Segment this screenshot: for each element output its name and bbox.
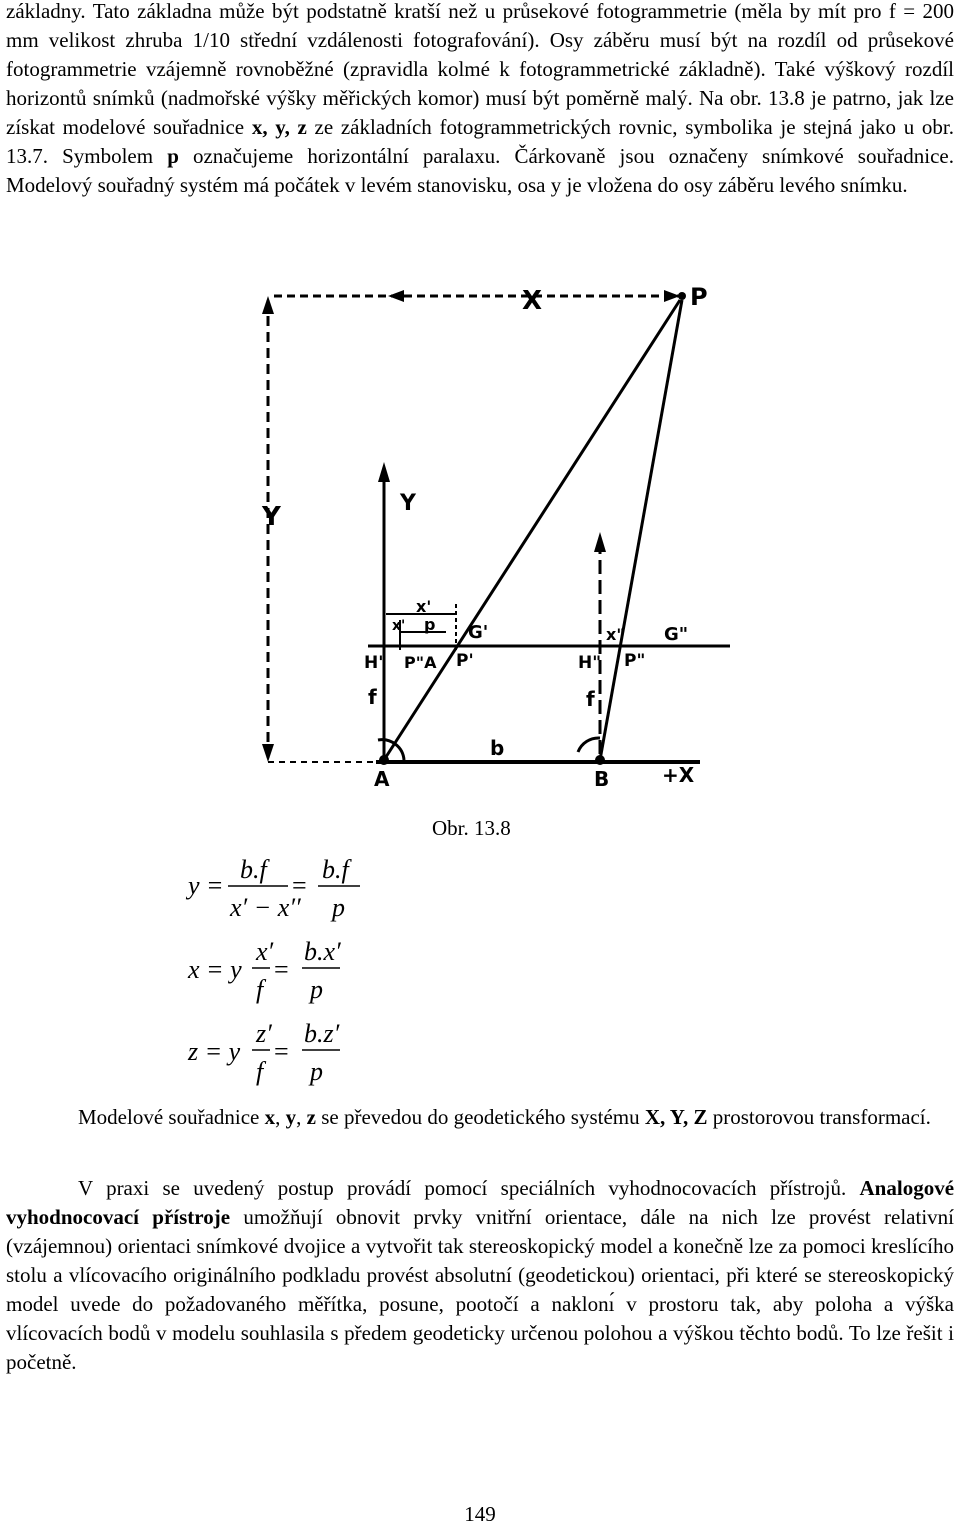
label-p2: P" [624, 651, 646, 671]
ray-left [384, 300, 680, 760]
p2-bold-xyz: X, Y, Z [644, 1105, 708, 1129]
label-y-big: Y [262, 502, 281, 532]
intro-text: základny. Tato základna může být podstatně kratší než u průsekové fotogrammetrie (měla by mít pro f = 200 mm velikost zhruba 1/10 střední vzdálenosti fotografování). Osy záběru musí být na rozdíl od průsekové fotogrammetrie vzájemně rovnoběžné (zpravidla kolmé k fotogrammetrické základně). Také výškový rozdíl horizontů snímků (nadmořské výšky měřických komor) musí být poměrně malý. Na obr. 13.8 je patrno, jak lze získat modelové souřadnice [6, 0, 954, 139]
label-xa: x' [392, 618, 406, 634]
p3-text-end: umožňují obnovit prvky vnitřní orientace, dále na nich lze provést relativní (vzájemnou) orientaci snímkové dvojice a vytvořit tak stereoskopický model a konečně lze za pomoci kreslícího stolu a vlícovacího originálního podkladu provést absolutní (geodetickou) orientaci, při které se stereoskopický model uvede do požadovaného měřítka, posune, pootočí a naklonı́ v prostoru tak, aby poloha a výška vlícovacích bodů v modelu souhlasila s předem geodeticky určenou polohou a výškou těchto bodů. To lze řešit i početně. [6, 1205, 954, 1374]
formula-z-num1: z′ [256, 1019, 272, 1048]
label-h1: H' [364, 653, 384, 673]
formula-y-num2: b.f [322, 855, 349, 884]
arrowhead-up-icon [262, 296, 274, 314]
formula-x-den1: f [256, 975, 264, 1004]
formulas [170, 850, 390, 1090]
analog-instruments-paragraph [6, 1174, 954, 1377]
intro-text-3: označujeme horizontální paralaxu. Čárkovaně jsou označeny snímkové souřadnice. Modelový souřadný systém má počátek v levém stanovisku, osa y je vložena do osy záběru levého snímku. [6, 144, 954, 197]
right-right-angle-icon [578, 738, 600, 752]
formula-x-eq: = [274, 955, 289, 984]
label-h2: H" [578, 653, 602, 673]
label-plus-x: +X [662, 763, 695, 787]
formula-y-eq: = [292, 871, 307, 900]
formula-z-num2: b.z′ [304, 1019, 340, 1048]
model-coordinates-paragraph: Modelové souřadnice x, y, z se převedou do geodetického systému X, Y, Z prostorovou transformací. [78, 1105, 931, 1129]
formula-z-lhs: z = y [188, 1037, 241, 1066]
formula-y-den1: x′ − x′′ [230, 893, 301, 922]
intro-text-2: ze základních fotogrammetrických rovnic, symbolika je stejná jako u obr. 13.7. Symbolem [6, 115, 954, 168]
formula-y-lhs: y = [188, 871, 224, 900]
right-axis-arrow-icon [594, 532, 606, 552]
label-f1: f [368, 685, 377, 709]
p2-text: Modelové souřadnice [78, 1105, 260, 1129]
p2-bold-x: x [264, 1105, 276, 1129]
arrowhead-left-icon [388, 290, 404, 302]
station-b-marker [595, 755, 605, 765]
label-y-small: Y [400, 491, 416, 516]
ray-right [600, 300, 682, 760]
intro-bold-xyz: x, y, z [251, 115, 307, 139]
label-a: A [374, 767, 390, 791]
point-p-marker [678, 292, 686, 300]
label-p1: P' [456, 651, 474, 671]
formula-x-lhs: x = y [188, 955, 242, 984]
label-g1: G' [468, 622, 489, 643]
label-x-prime: x' [416, 597, 432, 616]
label-b: b [490, 736, 505, 760]
p2-bold-z: z [306, 1105, 316, 1129]
label-g2: G" [664, 624, 689, 645]
arrowhead-down-icon [262, 744, 274, 762]
p3-text: V praxi se uvedený postup provádí pomocí speciálních vyhodnocovacích přístrojů. [78, 1176, 847, 1200]
y-axis-arrow-icon [378, 462, 390, 482]
intro-bold-p: p [167, 144, 179, 168]
formula-z-den1: f [256, 1057, 264, 1086]
label-p: P [690, 283, 708, 311]
figure-caption: Obr. 13.8 [432, 816, 511, 840]
p2-bold-y: y [285, 1105, 297, 1129]
formula-x-num1: x′ [256, 937, 274, 966]
label-x: X [522, 286, 543, 316]
formula-x-num2: b.x′ [304, 937, 341, 966]
arrowhead-right-icon [664, 290, 680, 302]
p3-bold: Analogové vyhodnocovací přístroje [6, 1176, 955, 1229]
label-pa: P"A [404, 653, 437, 672]
formula-z-den2: p [310, 1057, 323, 1086]
label-b-station: B [594, 767, 610, 791]
page-number: 149 [464, 1502, 496, 1526]
label-x-dbl: x" [606, 625, 625, 644]
station-a-marker [379, 755, 389, 765]
label-p-small: p [424, 615, 436, 634]
formula-x-den2: p [310, 975, 323, 1004]
label-f2: f [586, 687, 595, 711]
p2-text-mid: se převedou do geodetického systému [315, 1105, 640, 1129]
p2-text-end: prostorovou transformací. [707, 1105, 931, 1129]
formula-z-eq: = [274, 1037, 289, 1066]
formula-y-den2: p [332, 893, 345, 922]
formula-y-num1: b.f [240, 855, 267, 884]
